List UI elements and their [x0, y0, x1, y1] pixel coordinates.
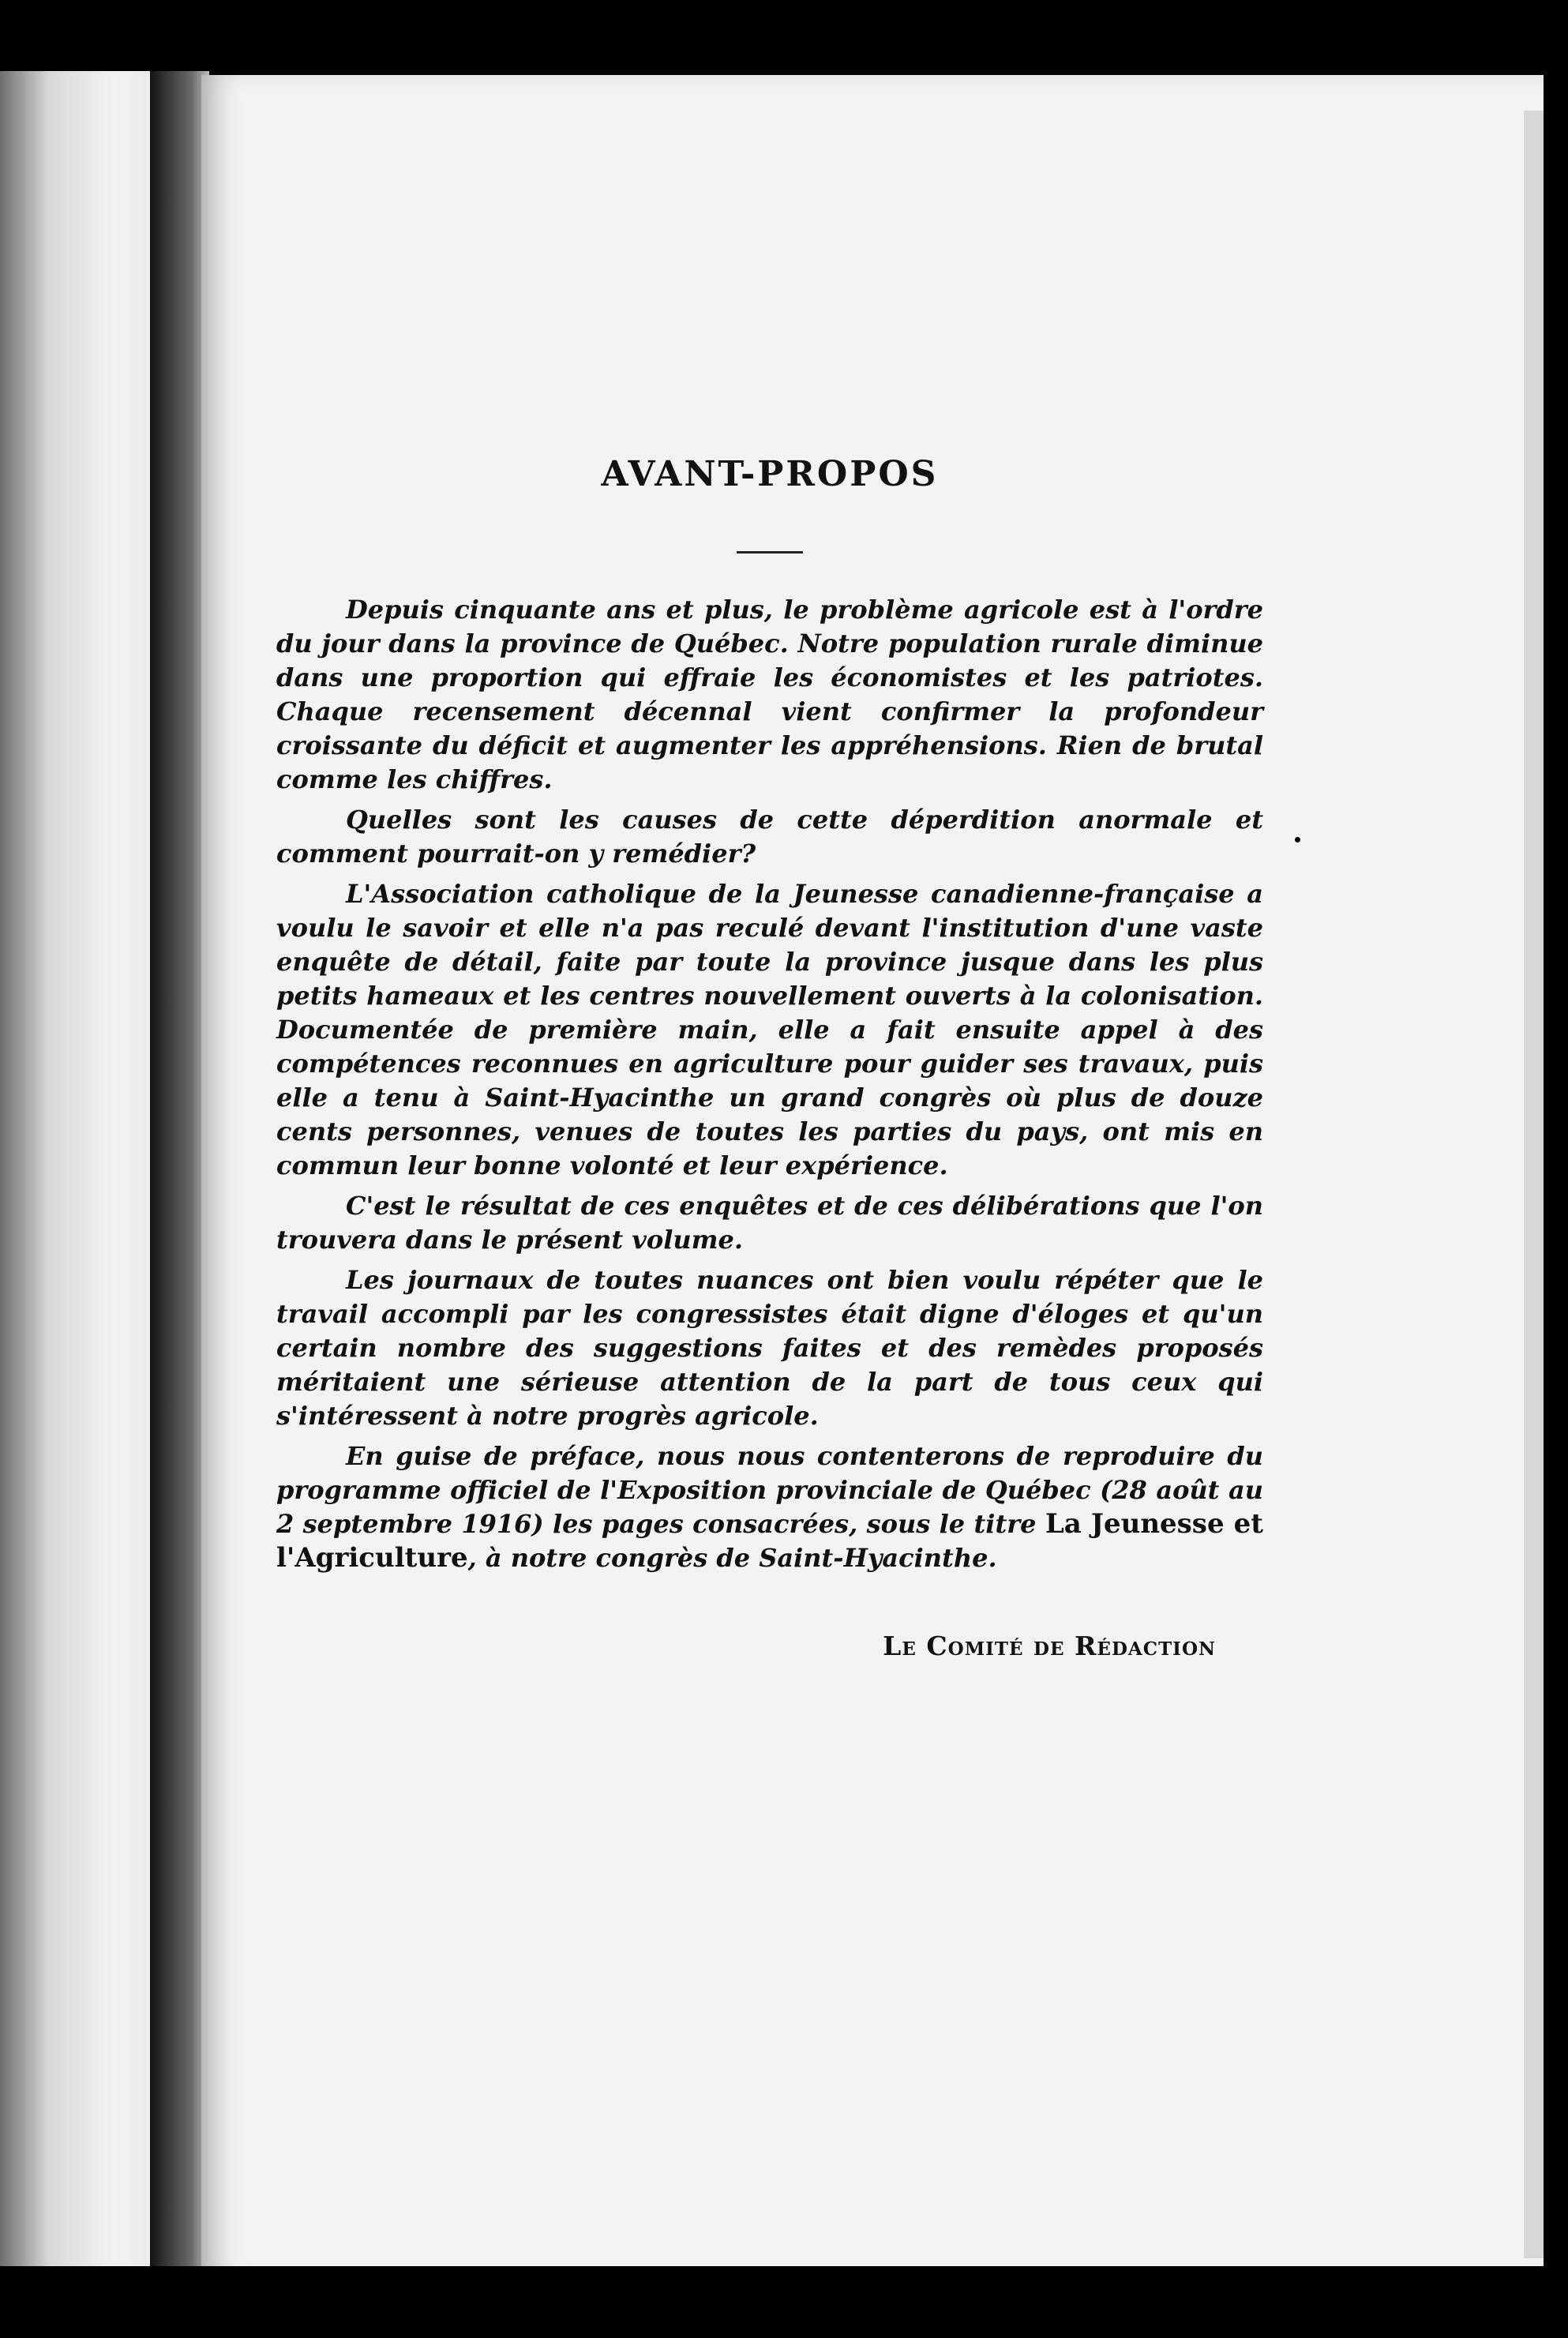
title-divider [737, 551, 803, 554]
right-page-edge [1524, 111, 1544, 2258]
page-content [276, 454, 1263, 1661]
page-title: AVANT-PROPOS [601, 454, 939, 494]
paragraph-1: Depuis cinquante ans et plus, le problème agricole est à l'ordre du jour dans la province de Québec. Notre population rurale diminue dans une proportion qui effraie les économistes et les patriotes. Chaque recensement décennal vient confirmer la profondeur croissante du déficit et augmenter les appréhensions. Rien de brutal comme les chiffres. [276, 594, 1263, 794]
paragraph-4: C'est le résultat de ces enquêtes et de ces délibérations que l'on trouvera dans le présent volume. [276, 1190, 1263, 1255]
paragraph-6-end: , à notre congrès de Saint-Hyacinthe. [467, 1542, 997, 1573]
paragraph-3: L'Association catholique de la Jeunesse canadienne-française a voulu le savoir et elle n'a pas reculé devant l'institution d'une vaste enquête de détail, faite par toute la province jusque dans les plus petits hameaux et les centres nouvellement ouverts à la colonisation. Documentée de première main, elle a fait ensuite appel à des compétences reconnues en agriculture pour guider ses travaux, puis elle a tenu à Saint-Hyacinthe un grand congrès où plus de douze cents personnes, venues de toutes les parties du pays, ont mis en commun leur bonne volonté et leur expérience. [276, 878, 1263, 1180]
book-gutter-shadow [150, 71, 209, 2282]
signature: Le Comité de Rédaction [883, 1630, 1216, 1661]
paragraph-6-intro: En guise de préface, nous nous contenterons de reproduire du programme officiel de l'Exposition provinciale de Québec (28 août au 2 septembre 1916) les pages consacrées, sous le titre [276, 1440, 1263, 1539]
scan-speck-mark [1249, 17, 1257, 25]
paragraph-6 [276, 1439, 1263, 1575]
paragraph-2: Quelles sont les causes de cette déperdition anormale et comment pourrait-on y remédier? [276, 804, 1263, 869]
scan-bottom-margin [118, 2266, 1568, 2338]
left-page-edge [0, 71, 162, 2266]
referenced-title: La Jeunesse et l'Agriculture [276, 1507, 1264, 1574]
scan-speck-mark [1295, 837, 1300, 843]
paragraph-5: Les journaux de toutes nuances ont bien voulu répéter que le travail accompli par les congressistes était digne d'éloges et qu'un certain nombre des suggestions faites et des remèdes proposés méritaient une sérieuse attention de la part de tous ceux qui s'intéressent à notre progrès agricole. [276, 1264, 1263, 1431]
